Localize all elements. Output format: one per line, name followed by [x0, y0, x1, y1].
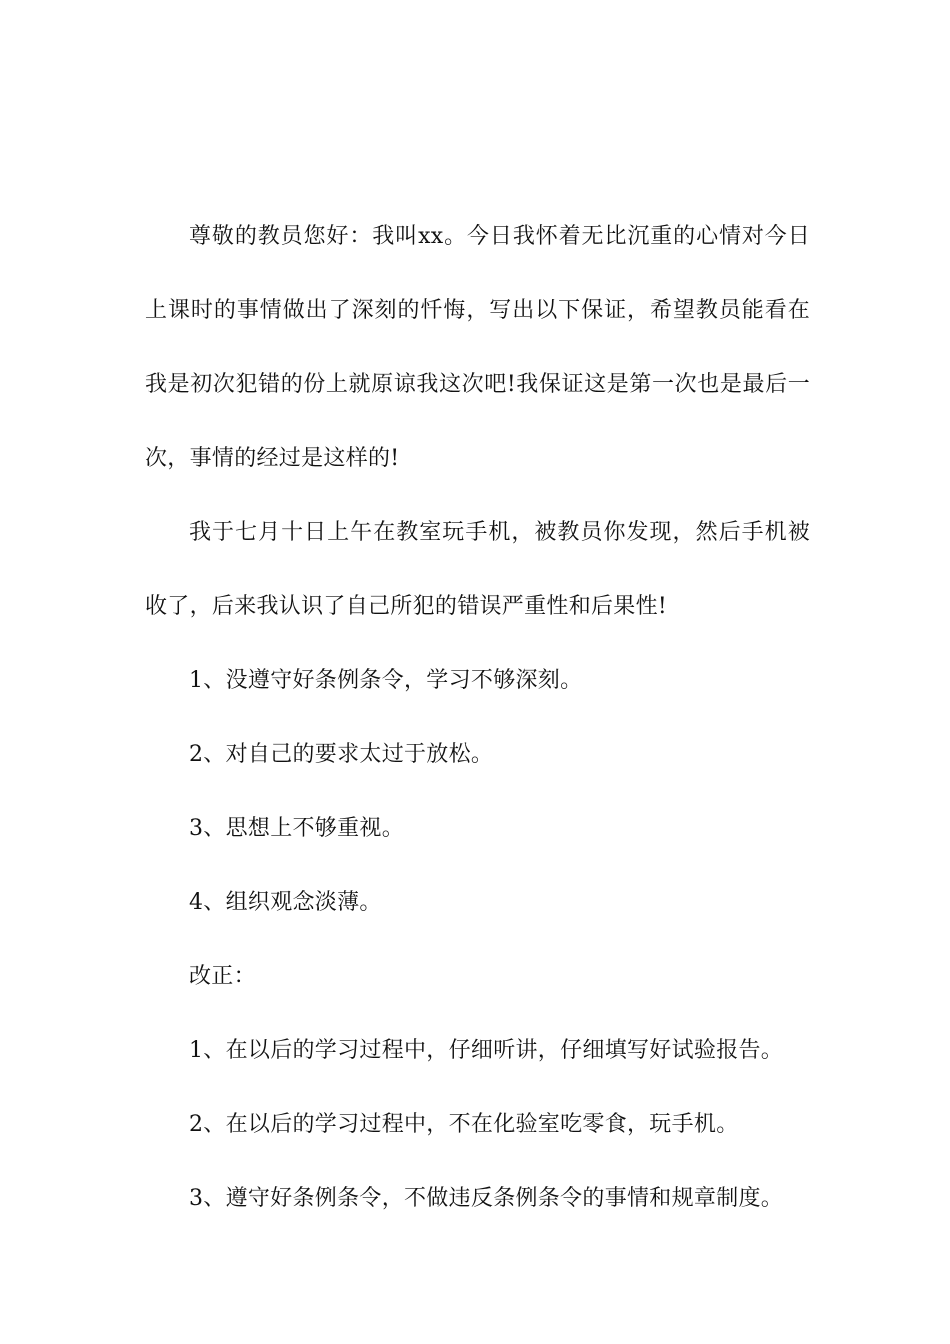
list-item-fault-1: 1、没遵守好条例条令，学习不够深刻。 — [189, 668, 583, 693]
section-heading-correction: 改正： — [189, 964, 256, 989]
document-body — [145, 200, 810, 1236]
paragraph-incident: 我于七月十日上午在教室玩手机，被教员你发现，然后手机被收了，后来我认识了自己所犯的错误严重性和后果性! — [145, 520, 810, 619]
list-item-fault-2: 2、对自己的要求太过于放松。 — [189, 742, 494, 767]
list-item-correction-2: 2、在以后的学习过程中，不在化验室吃零食，玩手机。 — [189, 1112, 739, 1137]
list-item-correction-3: 3、遵守好条例条令，不做违反条例条令的事情和规章制度。 — [189, 1186, 784, 1211]
paragraph-greeting: 尊敬的教员您好：我叫xx。今日我怀着无比沉重的心情对今日上课时的事情做出了深刻的忏悔，写出以下保证，希望教员能看在我是初次犯错的份上就原谅我这次吧!我保证这是第一次也是最后一次，事情的经过是这样的! — [145, 224, 810, 471]
list-item-fault-4: 4、组织观念淡薄。 — [189, 890, 382, 915]
list-item-correction-1: 1、在以后的学习过程中，仔细听讲，仔细填写好试验报告。 — [189, 1038, 784, 1063]
list-item-fault-3: 3、思想上不够重视。 — [189, 816, 404, 841]
